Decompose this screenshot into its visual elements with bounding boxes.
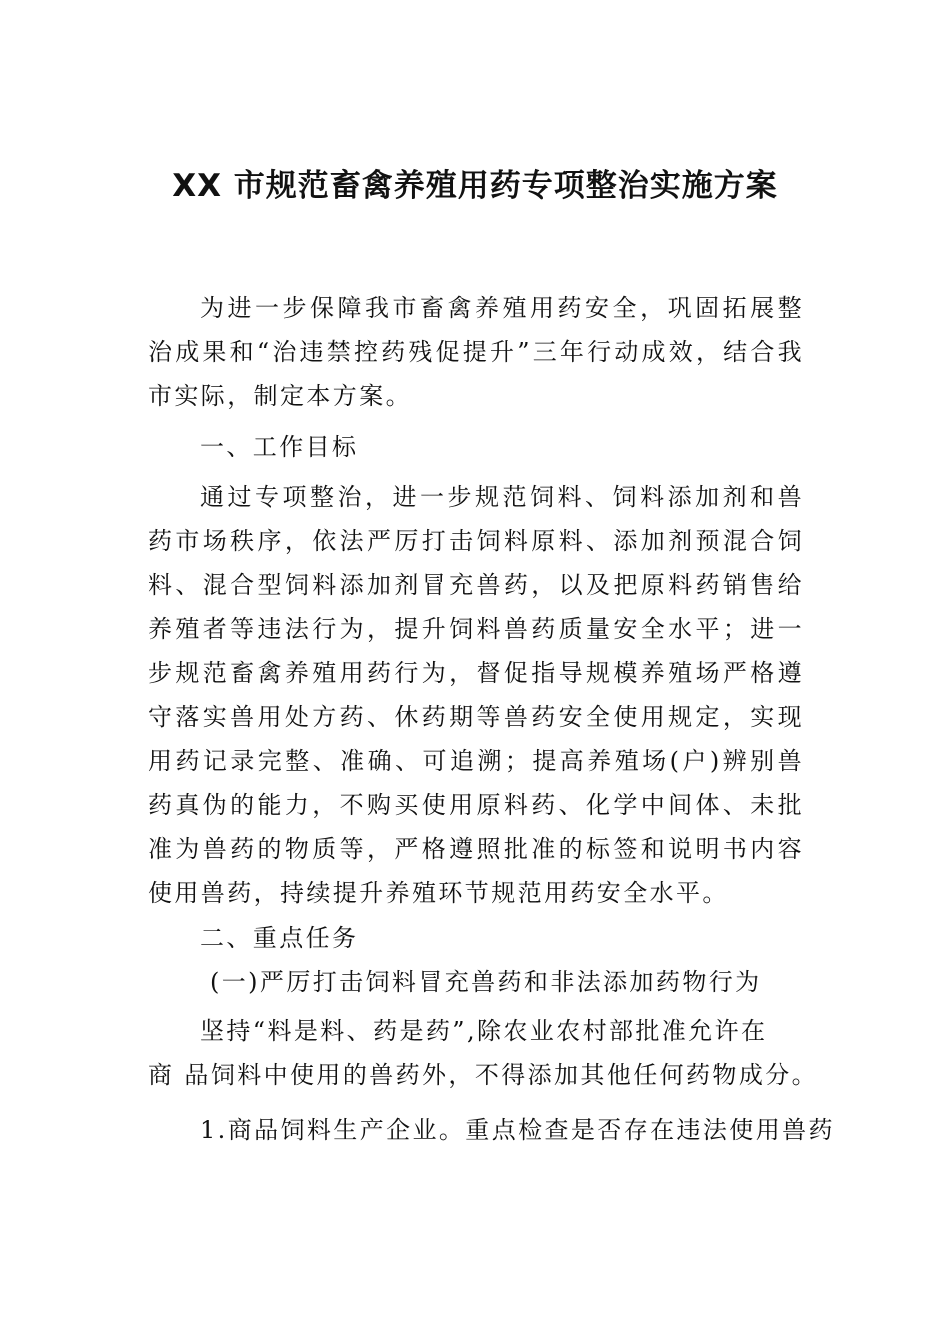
document-title: XX 市规范畜禽养殖用药专项整治实施方案 (172, 168, 778, 204)
section-heading-key-tasks: 二、重点任务 (200, 924, 359, 952)
work-goals-paragraph: 通过专项整治，进一步规范饲料、饲料添加剂和兽药市场秩序，依法严厉打击饲料原料、添加剂预混合饲料、混合型饲料添加剂冒充兽药，以及把原料药销售给养殖者等违法行为，提升饲料兽药质量安全水平；进一步规范畜禽养殖用药行为，督促指导规模养殖场严格遵守落实兽用处方药、休药期等兽药安全使用规定，实现用药记录完整、准确、可追溯；提高养殖场(户)辨别兽药真伪的能力，不购买使用原料药、化学中间体、未批准为兽药的物质等，严格遵照批准的标签和说明书内容使用兽药，持续提升养殖环节规范用药安全水平。 (148, 483, 804, 907)
item-feed-enterprises: 1.商品饲料生产企业。重点检查是否存在违法使用兽药 (200, 1116, 835, 1144)
intro-paragraph: 为进一步保障我市畜禽养殖用药安全，巩固拓展整治成果和“治违禁控药残促提升”三年行动成效，结合我市实际，制定本方案。 (148, 294, 804, 410)
crackdown-paragraph-line1: 坚持“料是料、药是药”,除农业农村部批准允许在 (200, 1017, 768, 1045)
subsection-heading-crackdown: (一)严厉打击饲料冒充兽药和非法添加药物行为 (210, 968, 762, 996)
section-heading-work-goals: 一、工作目标 (200, 433, 359, 461)
crackdown-paragraph-line2: 商 品饲料中使用的兽药外，不得添加其他任何药物成分。 (148, 1061, 819, 1089)
